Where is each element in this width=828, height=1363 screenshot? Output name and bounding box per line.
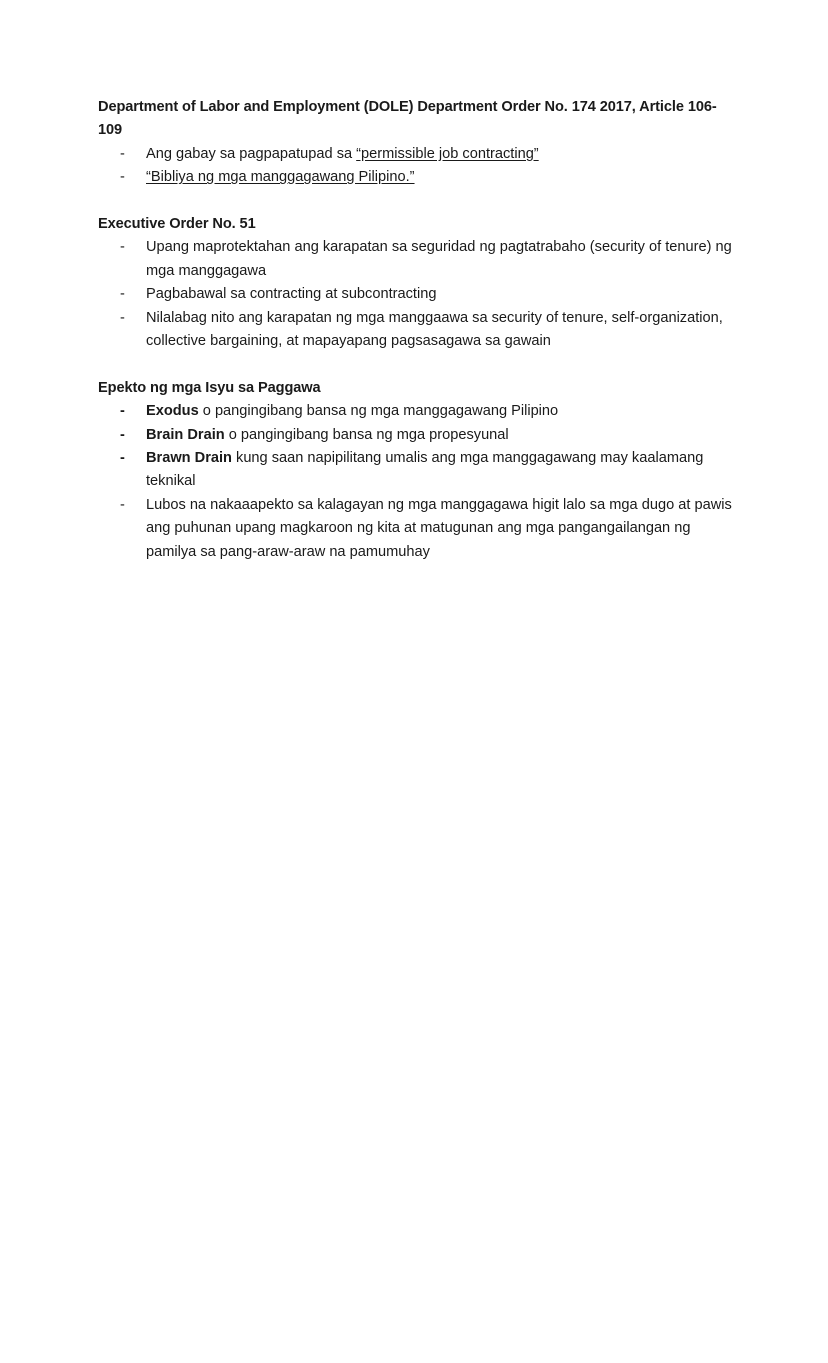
dash-bullet-icon: -: [120, 496, 125, 513]
dash-bullet-icon: -: [120, 403, 125, 420]
dash-bullet-icon: -: [120, 286, 125, 303]
list-item: [98, 166, 738, 189]
list-item: [98, 447, 738, 494]
section-executive-order: [98, 213, 738, 353]
section-heading: Department of Labor and Employment (DOLE) Department Order No. 174 2017, Article 106-109: [98, 99, 717, 139]
section-heading: Epekto ng mga Isyu sa Paggawa: [98, 379, 321, 396]
item-text: Nilalabag nito ang karapatan ng mga manggaawa sa security of tenure, self-organization, collective bargaining, at mapayapang pagsasagawa sa gawain: [146, 309, 723, 350]
term-brawn-drain: Brawn Drain: [146, 450, 232, 467]
item-text: Pagbabawal sa contracting at subcontracting: [146, 286, 437, 303]
bullet-list: [98, 400, 738, 564]
list-item: [98, 283, 738, 306]
list-item: [98, 424, 738, 447]
list-item: [98, 400, 738, 423]
section-epekto: [98, 377, 738, 564]
bibliya-link[interactable]: “Bibliya ng mga manggagawang Pilipino.”: [146, 169, 415, 186]
item-text: kung saan napipilitang umalis ang mga manggagawang may kaalamang teknikal: [146, 450, 704, 490]
dash-bullet-icon: -: [120, 309, 125, 326]
term-exodus: Exodus: [146, 403, 199, 420]
list-item: [98, 307, 738, 354]
list-item: [98, 143, 738, 166]
item-text: Lubos na nakaaapekto sa kalagayan ng mga manggagawa higit lalo sa mga dugo at pawis ang puhunan upang magkaroon ng kita at matugunan ang mga pangangailangan ng pamilya sa pang-araw-araw na pamumuhay: [146, 496, 732, 560]
term-brain-drain: Brain Drain: [146, 426, 225, 443]
list-item: [98, 236, 738, 283]
dash-bullet-icon: -: [120, 450, 125, 467]
dash-bullet-icon: -: [120, 426, 125, 443]
item-text: o pangingibang bansa ng mga propesyunal: [224, 426, 509, 443]
list-item: [98, 494, 738, 564]
item-text: Upang maprotektahan ang karapatan sa seguridad ng pagtatrabaho (security of tenure) ng mga manggagawa: [146, 239, 732, 279]
dash-bullet-icon: -: [120, 169, 125, 186]
bullet-list: [98, 236, 738, 353]
permissible-job-contracting-link[interactable]: “permissible job contracting”: [356, 145, 539, 162]
document-page: [98, 96, 738, 587]
item-text: Ang gabay sa pagpapatupad sa: [146, 145, 357, 162]
item-text: o pangingibang bansa ng mga manggagawang Pilipino: [198, 403, 559, 420]
section-heading: Executive Order No. 51: [98, 216, 256, 233]
section-dole-order: [98, 96, 738, 190]
dash-bullet-icon: -: [120, 145, 125, 162]
bullet-list: [98, 143, 738, 190]
dash-bullet-icon: -: [120, 239, 125, 256]
